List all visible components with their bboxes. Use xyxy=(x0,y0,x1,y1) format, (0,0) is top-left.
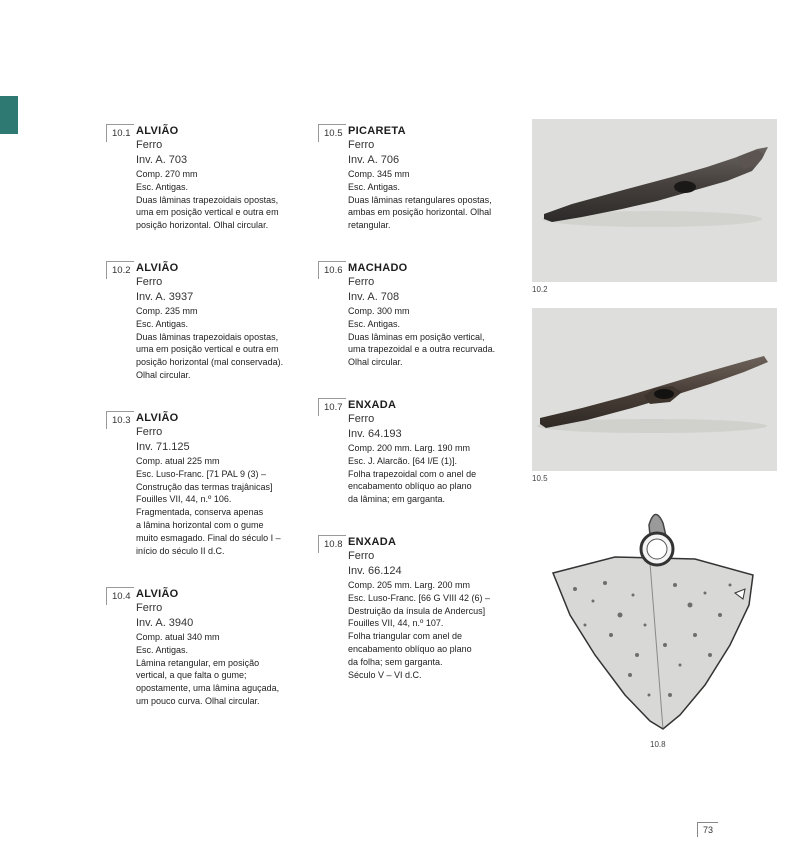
entry-description-line: vertical, a que falta o gume; xyxy=(136,670,247,681)
catalog-entry xyxy=(324,124,538,232)
entry-description-line: Comp. 205 mm. Larg. 200 mm xyxy=(348,580,471,590)
entry-description-line: um pouco curva. Olhal circular. xyxy=(136,695,260,706)
entry-title: ALVIÃO xyxy=(136,588,179,600)
entry-inventory: Inv. 66.124 xyxy=(348,565,402,577)
drawing-caption: 10.8 xyxy=(650,740,666,749)
entry-title: MACHADO xyxy=(348,262,408,274)
entry-description-line: Lâmina retangular, em posição xyxy=(136,657,260,668)
catalog-entry xyxy=(324,261,538,369)
entry-description-line: Destruição da ínsula de Andercus] xyxy=(348,605,486,616)
entry-material: Ferro xyxy=(348,139,375,151)
entry-description-line: Esc. Antigas. xyxy=(348,181,401,192)
catalog-entry xyxy=(324,535,538,681)
entry-description-line: Esc. Luso-Franc. [71 PAL 9 (3) – xyxy=(136,468,267,479)
entry-material: Ferro xyxy=(348,413,375,425)
catalog-entry xyxy=(112,587,326,708)
entry-description-line: retangular. xyxy=(348,220,391,231)
entry-description-line: Construção das termas trajânicas] xyxy=(136,481,273,492)
entry-material: Ferro xyxy=(136,426,163,438)
entry-description-line: Esc. Antigas. xyxy=(348,318,401,329)
entry-inventory: Inv. 64.193 xyxy=(348,428,402,440)
entry-material: Ferro xyxy=(348,276,375,288)
entry-title: PICARETA xyxy=(348,125,406,137)
catalog-entry xyxy=(112,411,326,557)
entry-description-line: a lâmina horizontal com o gume xyxy=(136,519,264,530)
entry-description-line: Comp. atual 340 mm xyxy=(136,632,220,642)
photo-caption: 10.2 xyxy=(532,285,548,294)
entry-description-line: início do século II d.C. xyxy=(136,545,225,556)
entry-description-line: Esc. Antigas. xyxy=(136,181,189,192)
entry-description-line: Fouilles VII, 44, n.º 107. xyxy=(348,618,444,629)
section-color-tab xyxy=(0,96,18,134)
entry-description-line: Comp. 235 mm xyxy=(136,306,198,316)
entry-description-line: muito esmagado. Final do século I – xyxy=(136,532,281,543)
entry-description-line: da lâmina; em garganta. xyxy=(348,494,446,505)
entry-description-line: ambas em posição horizontal. Olhal xyxy=(348,207,492,218)
entry-inventory: Inv. A. 706 xyxy=(348,154,400,166)
entry-material: Ferro xyxy=(348,550,375,562)
entry-title: ENXADA xyxy=(348,399,397,411)
artifact-photo-10-5 xyxy=(532,308,777,471)
pickaxe-image xyxy=(532,119,777,282)
entry-description-line: Comp. 200 mm. Larg. 190 mm xyxy=(348,443,471,453)
entry-description-line: Esc. Antigas. xyxy=(136,644,189,655)
catalog-entry xyxy=(324,398,538,506)
entry-number: 10.7 xyxy=(318,398,346,416)
entry-description-line: Fouilles VII, 44, n.º 106. xyxy=(136,494,232,505)
entry-description-line: Folha trapezoidal com o anel de xyxy=(348,468,477,479)
entry-number: 10.1 xyxy=(106,124,134,142)
entry-description-line: Comp. 345 mm xyxy=(348,169,410,179)
entry-description-line: Século V – VI d.C. xyxy=(348,669,422,680)
entry-description-line: Folha triangular com anel de xyxy=(348,631,463,642)
entry-inventory: Inv. A. 703 xyxy=(136,154,188,166)
entry-title: ALVIÃO xyxy=(136,262,179,274)
entry-description-line: uma em posição vertical e outra em xyxy=(136,207,279,218)
entry-inventory: Inv. A. 708 xyxy=(348,291,400,303)
entry-description-line: Duas lâminas em posição vertical, xyxy=(348,331,485,342)
entry-description-line: Fragmentada, conserva apenas xyxy=(136,507,264,518)
artifact-drawing-10-8 xyxy=(545,505,765,735)
entry-number: 10.6 xyxy=(318,261,346,279)
entry-description-line: Olhal circular. xyxy=(348,357,403,368)
entry-description-line: Duas lâminas retangulares opostas, xyxy=(348,194,492,205)
entry-description-line: encabamento oblíquo ao plano xyxy=(348,643,472,654)
catalog-entry xyxy=(112,124,326,232)
entry-description-line: Esc. J. Alarcão. [64 I/E (1)]. xyxy=(348,455,458,466)
entry-title: ALVIÃO xyxy=(136,125,179,137)
entry-description-line: Olhal circular. xyxy=(136,369,191,380)
entry-title: ENXADA xyxy=(348,536,397,548)
entry-description-line: uma trapezoidal e a outra recurvada. xyxy=(348,344,496,355)
artifact-photo-10-2 xyxy=(532,119,777,282)
photo-caption: 10.5 xyxy=(532,474,548,483)
hoe-drawing xyxy=(545,505,765,735)
entry-number: 10.5 xyxy=(318,124,346,142)
entry-description-line: Esc. Luso-Franc. [66 G VIII 42 (6) – xyxy=(348,592,491,603)
entry-description-line: da folha; sem garganta. xyxy=(348,656,443,667)
entry-description-line: Comp. atual 225 mm xyxy=(136,456,220,466)
entry-inventory: Inv. A. 3940 xyxy=(136,617,194,629)
entry-number: 10.2 xyxy=(106,261,134,279)
entry-number: 10.4 xyxy=(106,587,134,605)
entry-number: 10.8 xyxy=(318,535,346,553)
entry-description-line: Comp. 270 mm xyxy=(136,169,198,179)
catalog-entry xyxy=(112,261,326,382)
pick-image xyxy=(532,308,777,471)
entry-description-line: uma em posição vertical e outra em xyxy=(136,344,279,355)
entry-inventory: Inv. A. 3937 xyxy=(136,291,194,303)
entry-description-line: posição horizontal (mal conservada). xyxy=(136,357,284,368)
entry-material: Ferro xyxy=(136,276,163,288)
entry-description-line: posição horizontal. Olhal circular. xyxy=(136,220,269,231)
entry-description-line: Duas lâminas trapezoidais opostas, xyxy=(136,194,279,205)
entry-description-line: Duas lâminas trapezoidais opostas, xyxy=(136,331,279,342)
entry-description-line: opostamente, uma lâmina aguçada, xyxy=(136,683,280,694)
entry-material: Ferro xyxy=(136,139,163,151)
entry-title: ALVIÃO xyxy=(136,412,179,424)
entry-description-line: encabamento oblíquo ao plano xyxy=(348,481,472,492)
entry-description-line: Comp. 300 mm xyxy=(348,306,410,316)
entry-description-line: Esc. Antigas. xyxy=(136,318,189,329)
entry-inventory: Inv. 71.125 xyxy=(136,441,190,453)
entry-number: 10.3 xyxy=(106,411,134,429)
page-number: 73 xyxy=(697,822,718,837)
entry-material: Ferro xyxy=(136,602,163,614)
